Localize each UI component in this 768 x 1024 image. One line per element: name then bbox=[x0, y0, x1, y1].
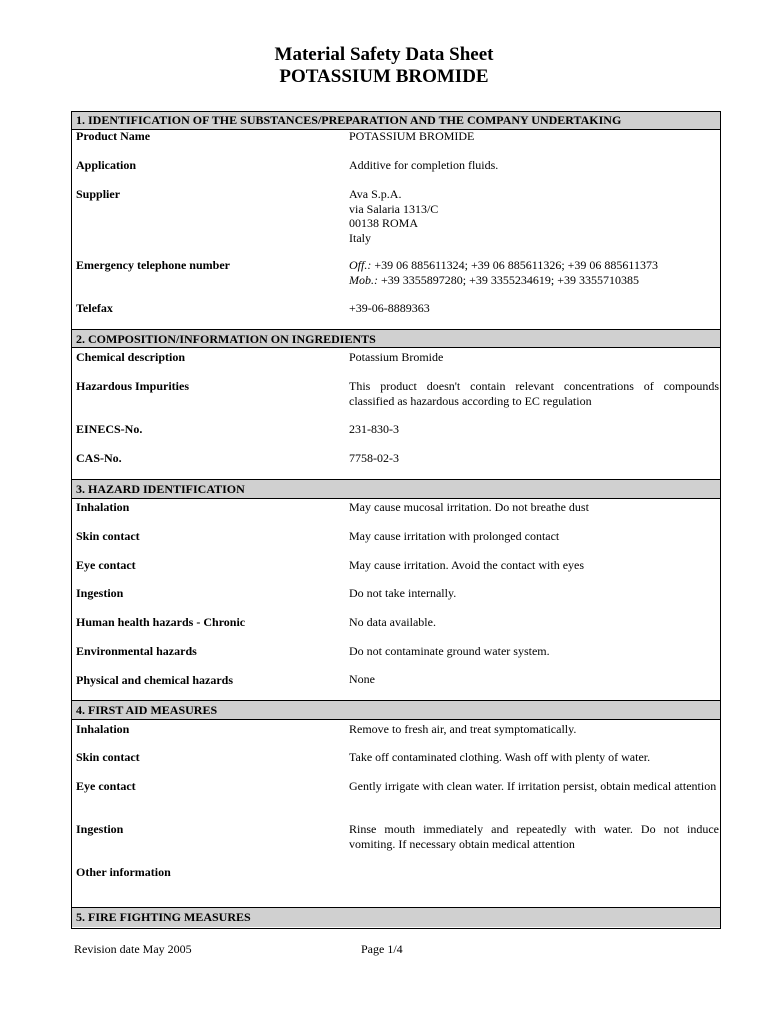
label-first-aid-eye: Eye contact bbox=[76, 779, 136, 793]
label-emergency-telephone: Emergency telephone number bbox=[76, 258, 230, 272]
value-chemical-description: Potassium Bromide bbox=[349, 350, 444, 364]
label-einecs: EINECS-No. bbox=[76, 422, 143, 436]
label-hazardous-impurities: Hazardous Impurities bbox=[76, 379, 190, 393]
value-telefax: +39-06-8889363 bbox=[349, 301, 430, 315]
label-supplier: Supplier bbox=[76, 187, 121, 201]
value-first-aid-ingestion: Rinse mouth immediately and repeatedly with water. Do not induce vomiting. If necessary obtain medical attention bbox=[349, 822, 719, 851]
value-inhalation: May cause mucosal irritation. Do not breathe dust bbox=[349, 500, 589, 514]
office-numbers: +39 06 885611324; +39 06 885611326; +39 06 885611373 bbox=[371, 258, 658, 272]
value-environmental-hazards: Do not contaminate ground water system. bbox=[349, 644, 550, 658]
value-chronic-hazards: No data available. bbox=[349, 615, 436, 629]
mobile-numbers: +39 3355897280; +39 3355234619; +39 3355710385 bbox=[378, 272, 639, 287]
label-ingestion: Ingestion bbox=[76, 586, 124, 600]
label-telefax: Telefax bbox=[76, 301, 113, 315]
supplier-line: Italy bbox=[349, 230, 371, 245]
label-inhalation: Inhalation bbox=[76, 500, 130, 514]
value-supplier bbox=[349, 187, 719, 245]
label-eye-contact: Eye contact bbox=[76, 558, 136, 572]
label-application: Application bbox=[76, 158, 137, 172]
label-first-aid-skin: Skin contact bbox=[76, 750, 140, 764]
label-first-aid-ingestion: Ingestion bbox=[76, 822, 124, 836]
value-skin-contact: May cause irritation with prolonged contact bbox=[349, 529, 560, 543]
label-chemical-description: Chemical description bbox=[76, 350, 185, 364]
section-3-box bbox=[71, 479, 721, 701]
mobile-prefix: Mob.: bbox=[349, 272, 378, 287]
value-emergency-telephone bbox=[349, 258, 719, 287]
value-product-name: POTASSIUM BROMIDE bbox=[349, 129, 475, 143]
value-physical-chemical-hazards: None bbox=[349, 672, 375, 686]
value-einecs: 231-830-3 bbox=[349, 422, 399, 436]
section-1-header: 1. IDENTIFICATION OF THE SUBSTANCES/PREPARATION AND THE COMPANY UNDERTAKING bbox=[72, 112, 720, 130]
section-5-header: 5. FIRE FIGHTING MEASURES bbox=[72, 907, 720, 927]
value-application: Additive for completion fluids. bbox=[349, 158, 499, 172]
value-ingestion: Do not take internally. bbox=[349, 586, 457, 600]
supplier-line: via Salaria 1313/C bbox=[349, 201, 439, 216]
label-skin-contact: Skin contact bbox=[76, 529, 140, 543]
office-prefix: Off.: bbox=[349, 258, 372, 272]
value-cas: 7758-02-3 bbox=[349, 451, 399, 465]
label-cas: CAS-No. bbox=[76, 451, 122, 465]
value-hazardous-impurities: This product doesn't contain relevant concentrations of compounds classified as hazardous according to EC regulation bbox=[349, 379, 719, 408]
label-other-information: Other information bbox=[76, 865, 171, 879]
product-title: POTASSIUM BROMIDE bbox=[279, 66, 489, 87]
revision-date: Revision date May 2005 bbox=[74, 942, 192, 956]
section-1-box bbox=[71, 111, 721, 346]
supplier-line: Ava S.p.A. bbox=[349, 187, 402, 201]
label-chronic-hazards: Human health hazards - Chronic bbox=[76, 615, 246, 629]
supplier-line: 00138 ROMA bbox=[349, 216, 419, 230]
value-eye-contact: May cause irritation. Avoid the contact with eyes bbox=[349, 558, 585, 572]
document-title: Material Safety Data Sheet bbox=[274, 44, 494, 65]
label-product-name: Product Name bbox=[76, 129, 151, 143]
page-number: Page 1/4 bbox=[361, 942, 403, 956]
section-3-header: 3. HAZARD IDENTIFICATION bbox=[72, 480, 720, 499]
label-physical-chemical-hazards: Physical and chemical hazards bbox=[76, 673, 234, 687]
section-2-header: 2. COMPOSITION/INFORMATION ON INGREDIENTS bbox=[72, 329, 720, 348]
label-environmental-hazards: Environmental hazards bbox=[76, 644, 197, 658]
section-4-box bbox=[71, 700, 721, 929]
label-first-aid-inhalation: Inhalation bbox=[76, 722, 130, 736]
section-2-box bbox=[71, 328, 721, 480]
value-first-aid-skin: Take off contaminated clothing. Wash off with plenty of water. bbox=[349, 750, 651, 764]
value-first-aid-inhalation: Remove to fresh air, and treat symptomatically. bbox=[349, 722, 577, 736]
section-4-header: 4. FIRST AID MEASURES bbox=[72, 701, 720, 720]
value-first-aid-eye: Gently irrigate with clean water. If irritation persist, obtain medical attention bbox=[349, 779, 717, 793]
